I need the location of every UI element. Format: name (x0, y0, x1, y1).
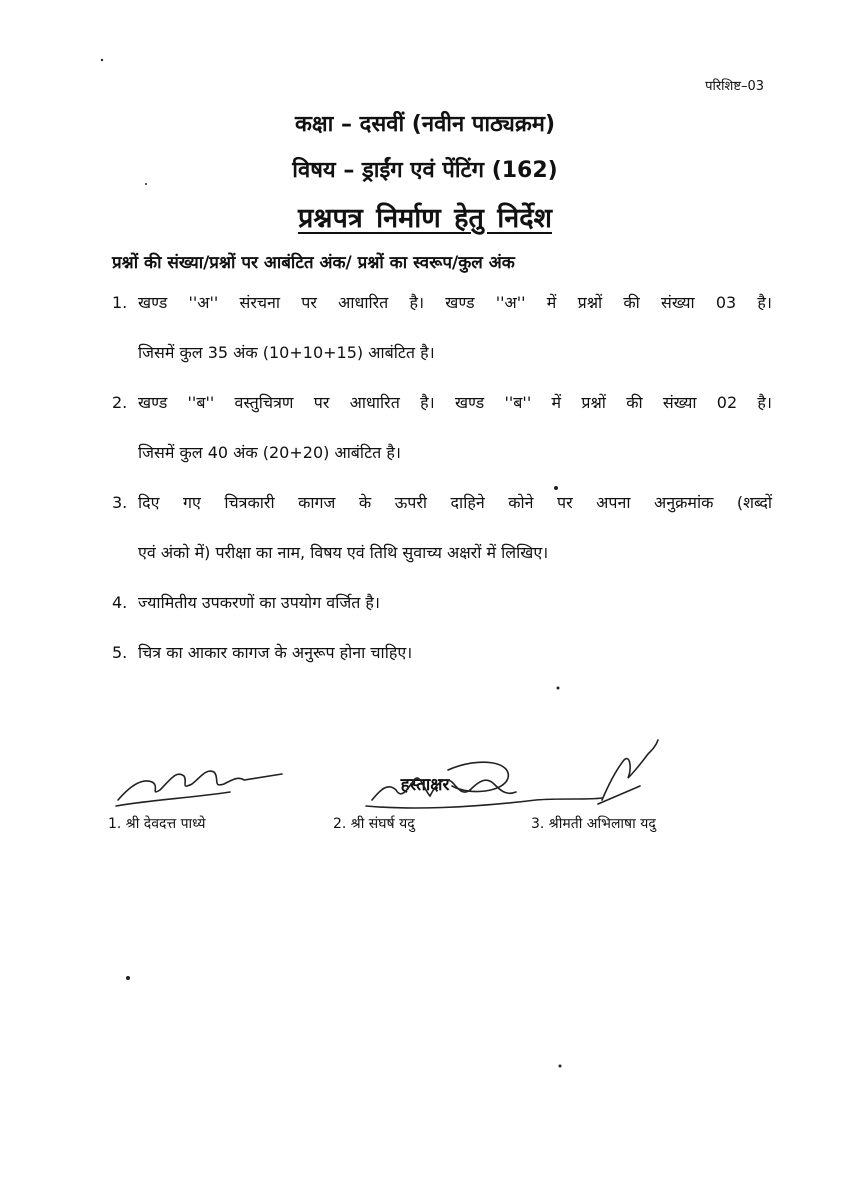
instruction-number: 2. (112, 393, 128, 412)
signatory-2: 2. श्री संघर्ष यदु (333, 816, 415, 832)
scan-speck (145, 183, 147, 185)
scan-speck (554, 486, 558, 490)
instruction-text: चित्र का आकार कागज के अनुरूप होना चाहिए। (138, 643, 413, 662)
section-subheading: प्रश्नों की संख्या/प्रश्नों पर आबंटित अंक/ प्रश्नों का स्वरूप/कुल अंक (112, 253, 515, 273)
document-title: प्रश्नपत्र निर्माण हेतु निर्देश (298, 203, 552, 234)
instruction-number: 4. (112, 593, 128, 612)
signature-2-flourish (366, 798, 602, 808)
instruction-text-continued: एवं अंको में) परीक्षा का नाम, विषय एवं तिथि सुवाच्य अक्षरों में लिखिए। (138, 543, 549, 562)
signature-1-flourish (116, 792, 230, 806)
signatory-1: 1. श्री देवदत्त पाध्ये (108, 816, 206, 832)
instruction-number: 1. (112, 293, 128, 312)
scan-speck (559, 1065, 562, 1068)
instruction-text-continued: जिसमें कुल 35 अंक (10+10+15) आबंटित है। (138, 343, 435, 362)
scan-speck (557, 687, 560, 690)
appendix-reference: परिशिष्ट–03 (705, 79, 764, 94)
signature-label: हस्ताक्षर (400, 775, 450, 795)
scan-speck (101, 59, 103, 61)
signatory-3: 3. श्रीमती अभिलाषा यदु (531, 816, 656, 832)
instruction-text: ज्यामितीय उपकरणों का उपयोग वर्जित है। (138, 593, 380, 612)
instruction-number: 5. (112, 643, 128, 662)
instruction-text: दिए गए चित्रकारी कागज के ऊपरी दाहिने कोने पर अपना अनुक्रमांक (शब्दों (138, 493, 772, 512)
scan-speck (126, 976, 130, 980)
instruction-text: खण्ड ''अ'' संरचना पर आधारित है। खण्ड ''अ'' में प्रश्नों की संख्या 03 है। (138, 293, 772, 312)
subject-heading: विषय – ड्राईंग एवं पेंटिंग (162) (292, 158, 558, 183)
instruction-text-continued: जिसमें कुल 40 अंक (20+20) आबंटित है। (138, 443, 401, 462)
instruction-number: 3. (112, 493, 128, 512)
class-heading: कक्षा – दसवीं (नवीन पाठ्यक्रम) (294, 112, 556, 137)
instruction-text: खण्ड ''ब'' वस्तुचित्रण पर आधारित है। खण्ड ''ब'' में प्रश्नों की संख्या 02 है। (138, 393, 772, 412)
